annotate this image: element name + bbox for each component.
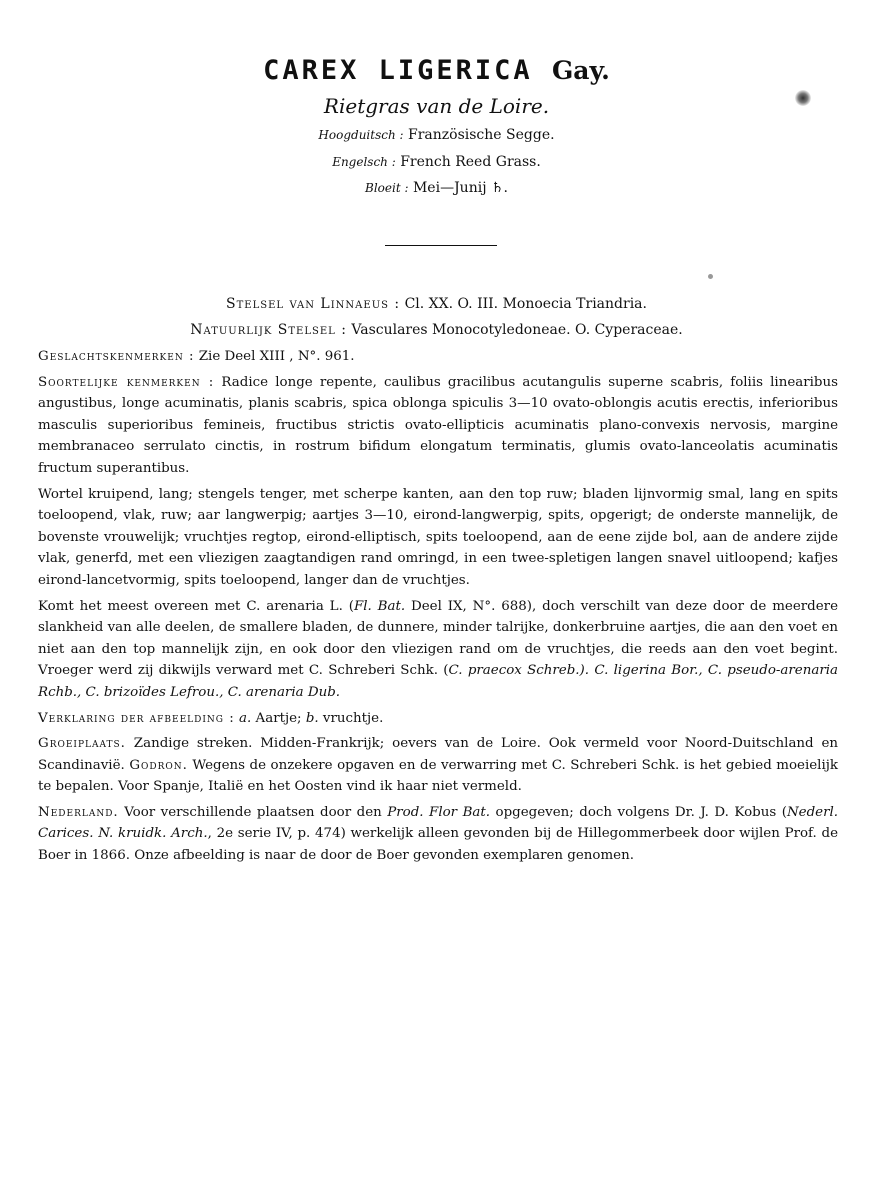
dutch-name: Rietgras van de Loire. <box>323 94 550 118</box>
species-name: CAREX LIGERICA <box>263 55 533 86</box>
linnaeus-system-line <box>0 296 873 312</box>
natural-value: Vasculares Monocotyledoneae. O. Cyperaceae. <box>351 322 683 338</box>
divider-rule <box>385 245 497 246</box>
bloom-line <box>0 180 873 196</box>
description-paragraph <box>38 484 838 592</box>
comparison-paragraph <box>38 596 838 704</box>
comparison-text-1: Komt het meest overeen met C. arenaria L. ( <box>38 598 354 614</box>
netherlands-paragraph <box>38 802 838 867</box>
genus-label: Geslachtskenmerken : <box>38 349 195 364</box>
netherlands-label: Nederland. <box>38 804 119 820</box>
body-text <box>38 346 838 871</box>
species-title <box>0 55 873 86</box>
german-name-line <box>0 127 873 143</box>
figure-label: Verklaring der afbeelding : <box>38 710 235 726</box>
description-text: Wortel kruipend, lang; stengels tenger, met scherpe kanten, aan den top ruw; bladen lijnvormig smal, lang en spits toeloopend, vlak, ruw; aar langwerpig; aartjes 3—10, eirond-langwerpig, spits, opgerigt; de onderste mannelijk, de bovenste vrouwelijk; vruchtjes regtop, eirond-elliptisch, spits toeloopend, aan de eene zijde bol, aan de andere zijde vlak, generfd, met een vliezigen zaagtandigen rand omringd, in een twee-spletigen langen snavel uitloopend; kafjes eirond-lancetvormig, spits toeloopend, langer dan de vruchtjes. <box>38 486 838 588</box>
habitat-text-1: Zandige streken. Midden-Frankrijk; oevers van de Loire. Ook vermeld voor Noord-Duitschland en Scandinavië. <box>38 736 838 773</box>
netherlands-reference-1: Prod. Flor Bat. <box>387 804 491 820</box>
german-label: Hoogduitsch : <box>318 128 404 142</box>
english-value: French Reed Grass. <box>400 154 541 170</box>
species-author: Gay. <box>551 56 610 85</box>
netherlands-text-1: Voor verschillende plaatsen door den <box>124 804 388 820</box>
synonyms-text: C. praecox Schreb.). C. ligerina Bor., C. pseudo-arenaria Rchb., C. brizoïdes Lefrou., C. arenaria Dub. <box>38 663 838 700</box>
netherlands-reference-2: Nederl. Carices. N. kruidk. Arch. <box>38 804 839 842</box>
genus-paragraph <box>38 346 838 368</box>
figure-paragraph <box>38 708 838 730</box>
habitat-label: Groeiplaats. <box>38 736 126 752</box>
linnaeus-value: Cl. XX. O. III. Monoecia Triandria. <box>404 296 647 312</box>
netherlands-text-2: opgegeven; doch volgens Dr. J. D. Kobus ( <box>490 804 787 820</box>
species-label: Soortelijke kenmerken : <box>38 374 215 390</box>
netherlands-text-3: , 2e serie IV, p. 474) werkelijk alleen gevonden bij de Hillegommerbeek door wijlen Prof. de Boer in 1866. Onze afbeelding is naar de door de Boer gevonden exemplaren genomen. <box>38 826 839 864</box>
german-value: Französische Segge. <box>408 127 555 143</box>
bloom-value: Mei—Junij ♄. <box>412 180 508 196</box>
bloom-label: Bloeit : <box>365 181 409 195</box>
figure-b-label: b. <box>305 710 319 726</box>
ink-dot <box>708 274 713 279</box>
linnaeus-label: Stelsel van Linnaeus : <box>226 296 401 312</box>
species-text: Radice longe repente, caulibus gracilibus acutangulis superne scabris, foliis linearibus angustibus, longe acuminatis, planis scabris, spica oblonga spiculis 3—10 ovato-oblongis acutis erectis, inferioribus masculis superioribus femineis, fructibus strictis ovato-ellipticis acuminatis plano-convexis nervosis, margine membranaceo serrulato cinctis, in rostrum bifidum elongatum terminatis, glumis ovato-lanceolatis acuminatis fructum superantibus. <box>38 374 838 476</box>
figure-a-label: a. <box>239 710 252 726</box>
habitat-author: Godron. <box>129 757 188 773</box>
figure-b-text: vruchtje. <box>318 710 384 726</box>
natural-label: Natuurlijk Stelsel : <box>190 322 347 338</box>
comparison-text-2: Deel IX, N°. 688), doch verschilt van deze door de meerdere slankheid van alle deelen, de smallere bladen, de dunnere, minder talrijke, donkerbruine aartjes, die aan den voet en niet aan den top mannelijk zijn, en ook door den vliezigen rand om de vruchtjes, die reeds aan den voet begint. Vroeger werd zij dikwijls verward met C. Schreberi Schk. ( <box>38 598 838 679</box>
english-label: Engelsch : <box>332 155 396 169</box>
genus-text: Zie Deel XIII , N°. 961. <box>198 349 355 364</box>
english-name-line <box>0 154 873 170</box>
habitat-paragraph <box>38 733 838 798</box>
comparison-reference: Fl. Bat. <box>353 598 406 614</box>
species-paragraph <box>38 372 838 480</box>
figure-a-text: Aartje; <box>251 710 306 726</box>
habitat-text-2: Wegens de onzekere opgaven en de verwarring met C. Schreberi Schk. is het gebied moeielijk te bepalen. Voor Spanje, Italië en het Oosten vind ik haar niet vermeld. <box>38 757 839 795</box>
natural-system-line <box>0 322 873 338</box>
